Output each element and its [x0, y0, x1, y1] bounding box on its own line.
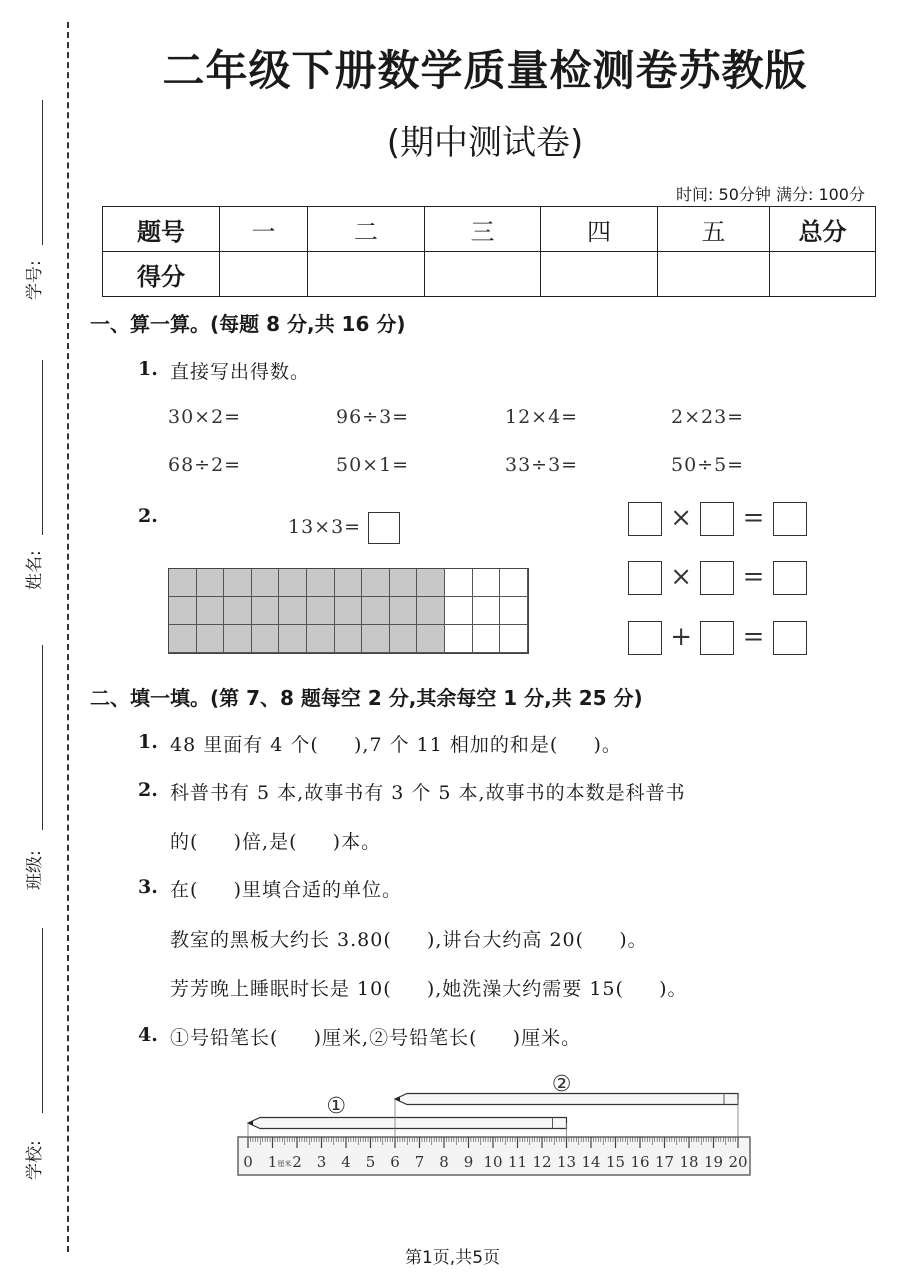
- score-cell[interactable]: [308, 252, 425, 297]
- pencils: [248, 1094, 738, 1138]
- ruler-number: 13: [556, 1153, 577, 1171]
- equation-row-3: [628, 621, 807, 655]
- answer-box[interactable]: [773, 561, 807, 595]
- grid-cell: [197, 625, 225, 653]
- equals-sign: =: [742, 562, 765, 592]
- score-col-1: 一: [220, 207, 308, 252]
- grid-cell: [307, 569, 335, 597]
- ruler-number: 7: [414, 1153, 425, 1171]
- ruler-number: 11: [507, 1153, 528, 1171]
- s1-q1-number: 1.: [138, 358, 158, 380]
- grid-cell: [335, 625, 363, 653]
- grid-cell: [169, 569, 197, 597]
- grid-cell: [500, 597, 528, 625]
- answer-box[interactable]: [368, 512, 400, 544]
- score-cell[interactable]: [541, 252, 658, 297]
- s2-q4-text: ①号铅笔长( )厘米,②号铅笔长( )厘米。: [170, 1027, 582, 1049]
- grid-cell: [307, 625, 335, 653]
- grid-cell: [390, 569, 418, 597]
- s1-q2-expression: [288, 512, 400, 544]
- grid-cell: [279, 625, 307, 653]
- score-col-total: 总分: [770, 207, 876, 252]
- score-col-2: 二: [308, 207, 425, 252]
- grid-cell: [224, 597, 252, 625]
- equation-row-2: [628, 561, 807, 595]
- score-col-3: 三: [425, 207, 541, 252]
- grid-cell: [252, 569, 280, 597]
- grid-cell: [417, 625, 445, 653]
- class-label: 班级:: [25, 850, 45, 890]
- ruler-number: 8: [439, 1153, 449, 1171]
- grid-cell: [445, 625, 473, 653]
- grid-cell: [445, 597, 473, 625]
- pencil-2-label: ②: [551, 1072, 572, 1097]
- grid-cell: [390, 597, 418, 625]
- grid-cell: [197, 569, 225, 597]
- answer-box[interactable]: [628, 561, 662, 595]
- equation-row-1: [628, 502, 807, 536]
- ruler-number: 15: [605, 1153, 626, 1171]
- section-1-heading: 一、算一算。(每题 8 分,共 16 分): [90, 312, 406, 336]
- calc-item: 2×23=: [671, 406, 745, 428]
- score-cell[interactable]: [425, 252, 541, 297]
- grid-cell: [473, 597, 501, 625]
- ruler-number: 14: [581, 1153, 601, 1171]
- score-table: [102, 206, 876, 297]
- grid-cell: [335, 569, 363, 597]
- grid-cell: [417, 597, 445, 625]
- ruler-number: 9: [463, 1153, 474, 1171]
- name-label: 姓名:: [25, 550, 45, 590]
- grid-cell: [252, 597, 280, 625]
- operator: ×: [670, 562, 693, 592]
- ruler-number: 2: [292, 1153, 302, 1171]
- calc-item: 30×2=: [168, 406, 242, 428]
- ruler-number: 19: [703, 1153, 724, 1171]
- s2-q3-line1: 教室的黑板大约长 3.80( ),讲台大约高 20( )。: [170, 929, 648, 951]
- grid-cell: [362, 569, 390, 597]
- pencil-body: [248, 1118, 567, 1129]
- score-row-label: 得分: [103, 252, 220, 297]
- page-title: 二年级下册数学质量检测卷苏教版: [162, 46, 808, 95]
- s2-q4-number: 4.: [138, 1024, 158, 1046]
- score-table-header-row: [103, 207, 876, 252]
- grid-cell: [362, 597, 390, 625]
- school-line: [42, 928, 43, 1113]
- calc-item: 96÷3=: [336, 406, 410, 428]
- page-subtitle: (期中测试卷): [386, 123, 584, 163]
- pencil-1-label: ①: [326, 1094, 347, 1119]
- grid-cell: [500, 569, 528, 597]
- score-header-label: 题号: [103, 207, 220, 252]
- score-cell[interactable]: [658, 252, 770, 297]
- s1-q1-text: 直接写出得数。: [170, 361, 311, 383]
- calc-item: 33÷3=: [505, 454, 579, 476]
- ruler-number: 6: [390, 1153, 400, 1171]
- operator: +: [670, 622, 693, 652]
- ruler-pencil-figure: [230, 1065, 760, 1180]
- s2-q1-number: 1.: [138, 731, 158, 753]
- s2-q3-number: 3.: [138, 876, 158, 898]
- student-id-line: [42, 100, 43, 245]
- s2-q3-line2: 芳芳晚上睡眠时长是 10( ),她洗澡大约需要 15( )。: [170, 978, 688, 1000]
- section-2-heading: 二、填一填。(第 7、8 题每空 2 分,其余每空 1 分,共 25 分): [90, 686, 643, 710]
- ruler-number: 18: [679, 1153, 699, 1171]
- answer-box[interactable]: [628, 621, 662, 655]
- time-info: 时间: 50分钟 满分: 100分: [676, 185, 865, 204]
- binding-dashed-line: [67, 22, 69, 1252]
- ruler-number: 5: [365, 1153, 376, 1171]
- grid-cell: [224, 625, 252, 653]
- s2-q3-text: 在( )里填合适的单位。: [170, 879, 403, 901]
- ruler: [238, 1137, 750, 1175]
- grid-cell: [335, 597, 363, 625]
- grid-cell: [169, 597, 197, 625]
- grid-cell: [197, 597, 225, 625]
- calc-item: 50÷5=: [671, 454, 745, 476]
- grid-cell: [473, 569, 501, 597]
- score-cell[interactable]: [220, 252, 308, 297]
- ruler-number: 12: [532, 1153, 552, 1171]
- grid-cell: [500, 625, 528, 653]
- ruler-number: 3: [316, 1153, 327, 1171]
- s2-q2-line2: 的( )倍,是( )本。: [170, 831, 382, 853]
- equals-sign: =: [742, 622, 765, 652]
- class-line: [42, 645, 43, 830]
- ruler-number: 10: [483, 1153, 503, 1171]
- grid-cell: [169, 625, 197, 653]
- s2-q2-line1: 科普书有 5 本,故事书有 3 个 5 本,故事书的本数是科普书: [170, 782, 686, 804]
- student-id-label: 学号:: [25, 260, 45, 300]
- school-label: 学校:: [25, 1140, 45, 1180]
- s2-q2-number: 2.: [138, 779, 158, 801]
- score-table-score-row: [103, 252, 876, 297]
- grid-cell: [445, 569, 473, 597]
- s1-q2-number: 2.: [138, 505, 158, 527]
- ruler-number: 16: [630, 1153, 650, 1171]
- grid-cell: [252, 625, 280, 653]
- answer-box[interactable]: [700, 561, 734, 595]
- answer-box[interactable]: [700, 621, 734, 655]
- calc-item: 50×1=: [336, 454, 410, 476]
- calc-item: 12×4=: [505, 406, 579, 428]
- grid-cell: [224, 569, 252, 597]
- equals-sign: =: [742, 503, 765, 533]
- page-footer: 第1页,共5页: [404, 1248, 501, 1268]
- grid-cell: [473, 625, 501, 653]
- answer-box[interactable]: [700, 502, 734, 536]
- answer-box[interactable]: [773, 621, 807, 655]
- grid-cell: [417, 569, 445, 597]
- s2-q1-text: 48 里面有 4 个( ),7 个 11 相加的和是( )。: [170, 734, 622, 756]
- operator: ×: [670, 503, 693, 533]
- ruler-number: 1: [267, 1153, 278, 1171]
- score-col-5: 五: [658, 207, 770, 252]
- grid-cell: [390, 625, 418, 653]
- grid-cell: [279, 569, 307, 597]
- score-col-4: 四: [541, 207, 658, 252]
- name-line: [42, 360, 43, 535]
- ruler-unit-mark: 厘米: [277, 1160, 292, 1168]
- ruler-number: 4: [341, 1153, 351, 1171]
- s1-q2-expr-text: 13×3=: [288, 516, 362, 538]
- calc-item: 68÷2=: [168, 454, 242, 476]
- ruler-number: 0: [243, 1153, 253, 1171]
- ruler-number: 17: [654, 1153, 675, 1171]
- grid-cell: [279, 597, 307, 625]
- score-cell[interactable]: [770, 252, 876, 297]
- answer-box[interactable]: [628, 502, 662, 536]
- grid-cell: [362, 625, 390, 653]
- grid-cell: [307, 597, 335, 625]
- ruler-number: 20: [728, 1153, 748, 1171]
- multiplication-grid: [168, 568, 529, 654]
- answer-box[interactable]: [773, 502, 807, 536]
